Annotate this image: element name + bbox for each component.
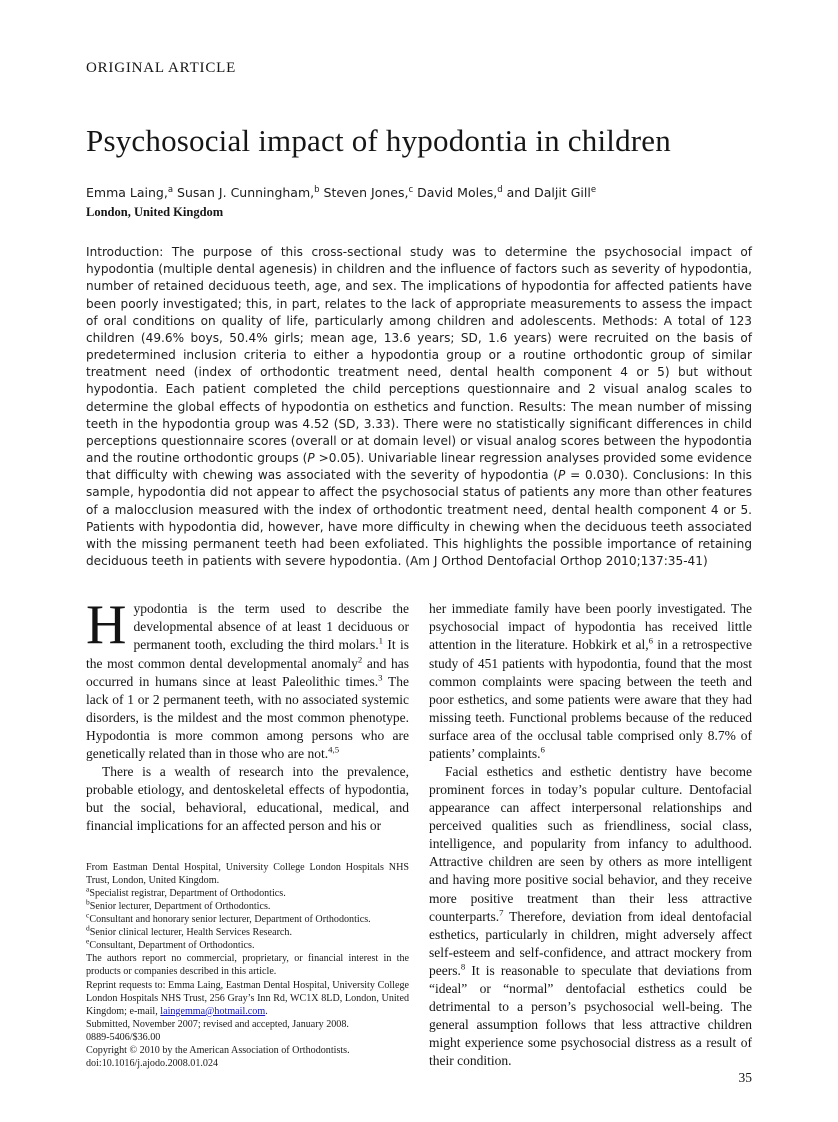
footnote-line: $^d$Senior clinical lecturer, Health Services Research. bbox=[86, 923, 292, 939]
right-paragraph-2: Facial esthetics and esthetic dentistry have become prominent forces in today’s popular culture. Dentofacial appearance can affect interpersonal relationships and perceived qualities such as friendliness, social class, intelligence, and popularity from infancy to adulthood. Attractive children are seen by others as more intelligent and having more positive social behavior, and they receive more positive treatment than their less attractive counterparts.$^7$ Therefore, deviation from ideal dentofacial esthetics, particularly in children, might adversely affect self-esteem and self-confidence, and attract mockery from peers.$^8$ It is reasonable to speculate that deviations from “ideal” or “normal” dentofacial esthetics could be detrimental to a person’s psychosocial well-being. The general assumption follows that less attractive children might experience some psychosocial distress as a result of their condition. bbox=[429, 763, 752, 1069]
footnotes bbox=[86, 861, 409, 1071]
superscript: e bbox=[86, 936, 90, 946]
footnote-line: Submitted, November 2007; revised and accepted, January 2008. bbox=[86, 1018, 349, 1030]
abstract-text: Introduction: The purpose of this cross-sectional study was to determine the psychosocial impact of hypodontia (multiple dental agenesis) in children and the influence of factors such as severity of hypodontia, number of retained deciduous teeth, age, and sex. The implications of hypodontia for affected patients have been poorly investigated; this, in part, relates to the lack of appropriate measurements to assess the impact of oral conditions on quality of life, particularly among children and adolescents. Methods: A total of 123 children (49.6% boys, 50.4% girls; mean age, 13.6 years; SD, 1.6 years) were recruited on the basis of predetermined inclusion criteria to either a hypodontia group or a routine orthodontic group of similar treatment need (index of orthodontic treatment need, dental health component 4 or 5) but without hypodontia. Each patient completed the child perceptions questionnaire and 2 visual analog scales to determine the global effects of hypodontia on esthetics and function. Results: The mean number of missing teeth in the hypodontia group was 4.52 (SD, 3.33). There were no statistically significant differences in child perceptions questionnaire scores (overall or at domain level) or visual analog scores between the hypodontia and the routine orthodontic groups (P >0.05). Univariable linear regression analyses provided some evidence that difficulty with chewing was associated with the severity of hypodontia (P = 0.030). Conclusions: In this sample, hypodontia did not appear to affect the psychosocial status of patients any more than other features of a malocclusion measured with the index of orthodontic treatment need, dental health component 4 or 5. Patients with hypodontia did, however, have more difficulty in chewing when the deciduous teeth associated with the missing permanent teeth had been exfoliated. This highlights the possible importance of retaining deciduous teeth in patients with severe hypodontia. (Am J Orthod Dentofacial Orthop 2010;137:35-41) bbox=[86, 245, 752, 569]
superscript: 7 bbox=[499, 907, 504, 918]
superscript: 3 bbox=[378, 672, 383, 683]
superscript: a bbox=[86, 884, 90, 894]
footnote-line: $^e$Consultant, Department of Orthodontics. bbox=[86, 936, 255, 952]
right-paragraph-1: her immediate family have been poorly investigated. The psychosocial impact of hypodontia has received little attention in the literature. Hobkirk et al,$^6$ in a retrospective study of 451 patients with hypodontia, found that the most common complaints were spacing between the teeth and poor esthetics, and some patients were aware that they had missing teeth. Functional problems because of the reduced surface area of the occlusal table comprised only 8.7% of patients’ complaints.$^6$ bbox=[429, 601, 752, 761]
footnote-line: The authors report no commercial, proprietary, or financial interest in the products or companies described in this article. bbox=[86, 953, 409, 978]
superscript: d bbox=[86, 923, 90, 933]
intro-paragraph-text: ypodontia is the term used to describe the developmental absence of at least 1 deciduous or permanent tooth, excluding the third molars.$^1$ It is the most common dental developmental anomaly$^2$ and has occurred in humans since at least Paleolithic times.$^3$ The lack of 1 or 2 permanent teeth, with no associated systemic disorders, is the mildest and the most common phenotype. Hypodontia is more common among persons who are genetically related than in those who are not.$^{4,5}$ bbox=[86, 601, 410, 761]
superscript: c bbox=[86, 910, 90, 920]
footnote-line: doi:10.1016/j.ajodo.2008.01.024 bbox=[86, 1058, 219, 1070]
superscript: a bbox=[167, 184, 174, 195]
article-title: Psychosocial impact of hypodontia in children bbox=[86, 123, 671, 158]
left-paragraph-2: There is a wealth of research into the prevalence, probable etiology, and dentoskeletal effects of hypodontia, but the social, behavioral, educational, medical, and financial implications for an affected person and his or bbox=[86, 763, 409, 834]
italic-text: P bbox=[558, 468, 566, 483]
footnote-line: Copyright © 2010 by the American Association of Orthodontists. bbox=[86, 1045, 350, 1057]
italic-text: P bbox=[307, 451, 315, 466]
superscript: b bbox=[314, 184, 320, 195]
authors-line: Emma Laing,$^a$ Susan J. Cunningham,$^b$ Steven Jones,$^c$ David Moles,$^d$ and Daljit Gill$^e$ bbox=[86, 184, 597, 200]
email-link[interactable]: laingemma@hotmail.com bbox=[160, 1005, 266, 1017]
footnote-line: Reprint requests to: Emma Laing, Eastman Dental Hospital, University College London Hospitals NHS Trust, 256 Gray’s Inn Rd, WC1X 8LD, London, United Kingdom; e-mail, laingemma@hotmail.com. bbox=[86, 979, 409, 1017]
superscript: b bbox=[86, 897, 90, 907]
superscript: c bbox=[408, 184, 414, 195]
superscript: d bbox=[497, 184, 503, 195]
section-label: ORIGINAL ARTICLE bbox=[86, 60, 237, 76]
body-right-column bbox=[429, 600, 752, 1070]
footnote-line: $^c$Consultant and honorary senior lecturer, Department of Orthodontics. bbox=[86, 910, 371, 925]
body-left-column bbox=[86, 594, 410, 1070]
intro-paragraph bbox=[86, 594, 410, 763]
superscript: e bbox=[590, 184, 597, 195]
page-number: 35 bbox=[738, 1070, 752, 1085]
footnote-line: $^a$Specialist registrar, Department of Orthodontics. bbox=[86, 884, 286, 899]
superscript: 6 bbox=[648, 635, 654, 646]
superscript: 8 bbox=[460, 961, 466, 972]
superscript: 2 bbox=[357, 654, 363, 664]
footnote-line: $^b$Senior lecturer, Department of Orthodontics. bbox=[86, 897, 271, 912]
drop-cap: H bbox=[86, 594, 127, 657]
footnote-line: From Eastman Dental Hospital, University College London Hospitals NHS Trust, London, United Kingdom. bbox=[86, 861, 409, 886]
superscript: 6 bbox=[540, 744, 545, 755]
body-columns bbox=[86, 594, 752, 1070]
superscript: 4,5 bbox=[328, 744, 340, 755]
superscript: 1 bbox=[378, 635, 384, 646]
footnote-line: 0889-5406/$36.00 bbox=[86, 1031, 161, 1043]
affiliation-location: London, United Kingdom bbox=[86, 205, 224, 219]
